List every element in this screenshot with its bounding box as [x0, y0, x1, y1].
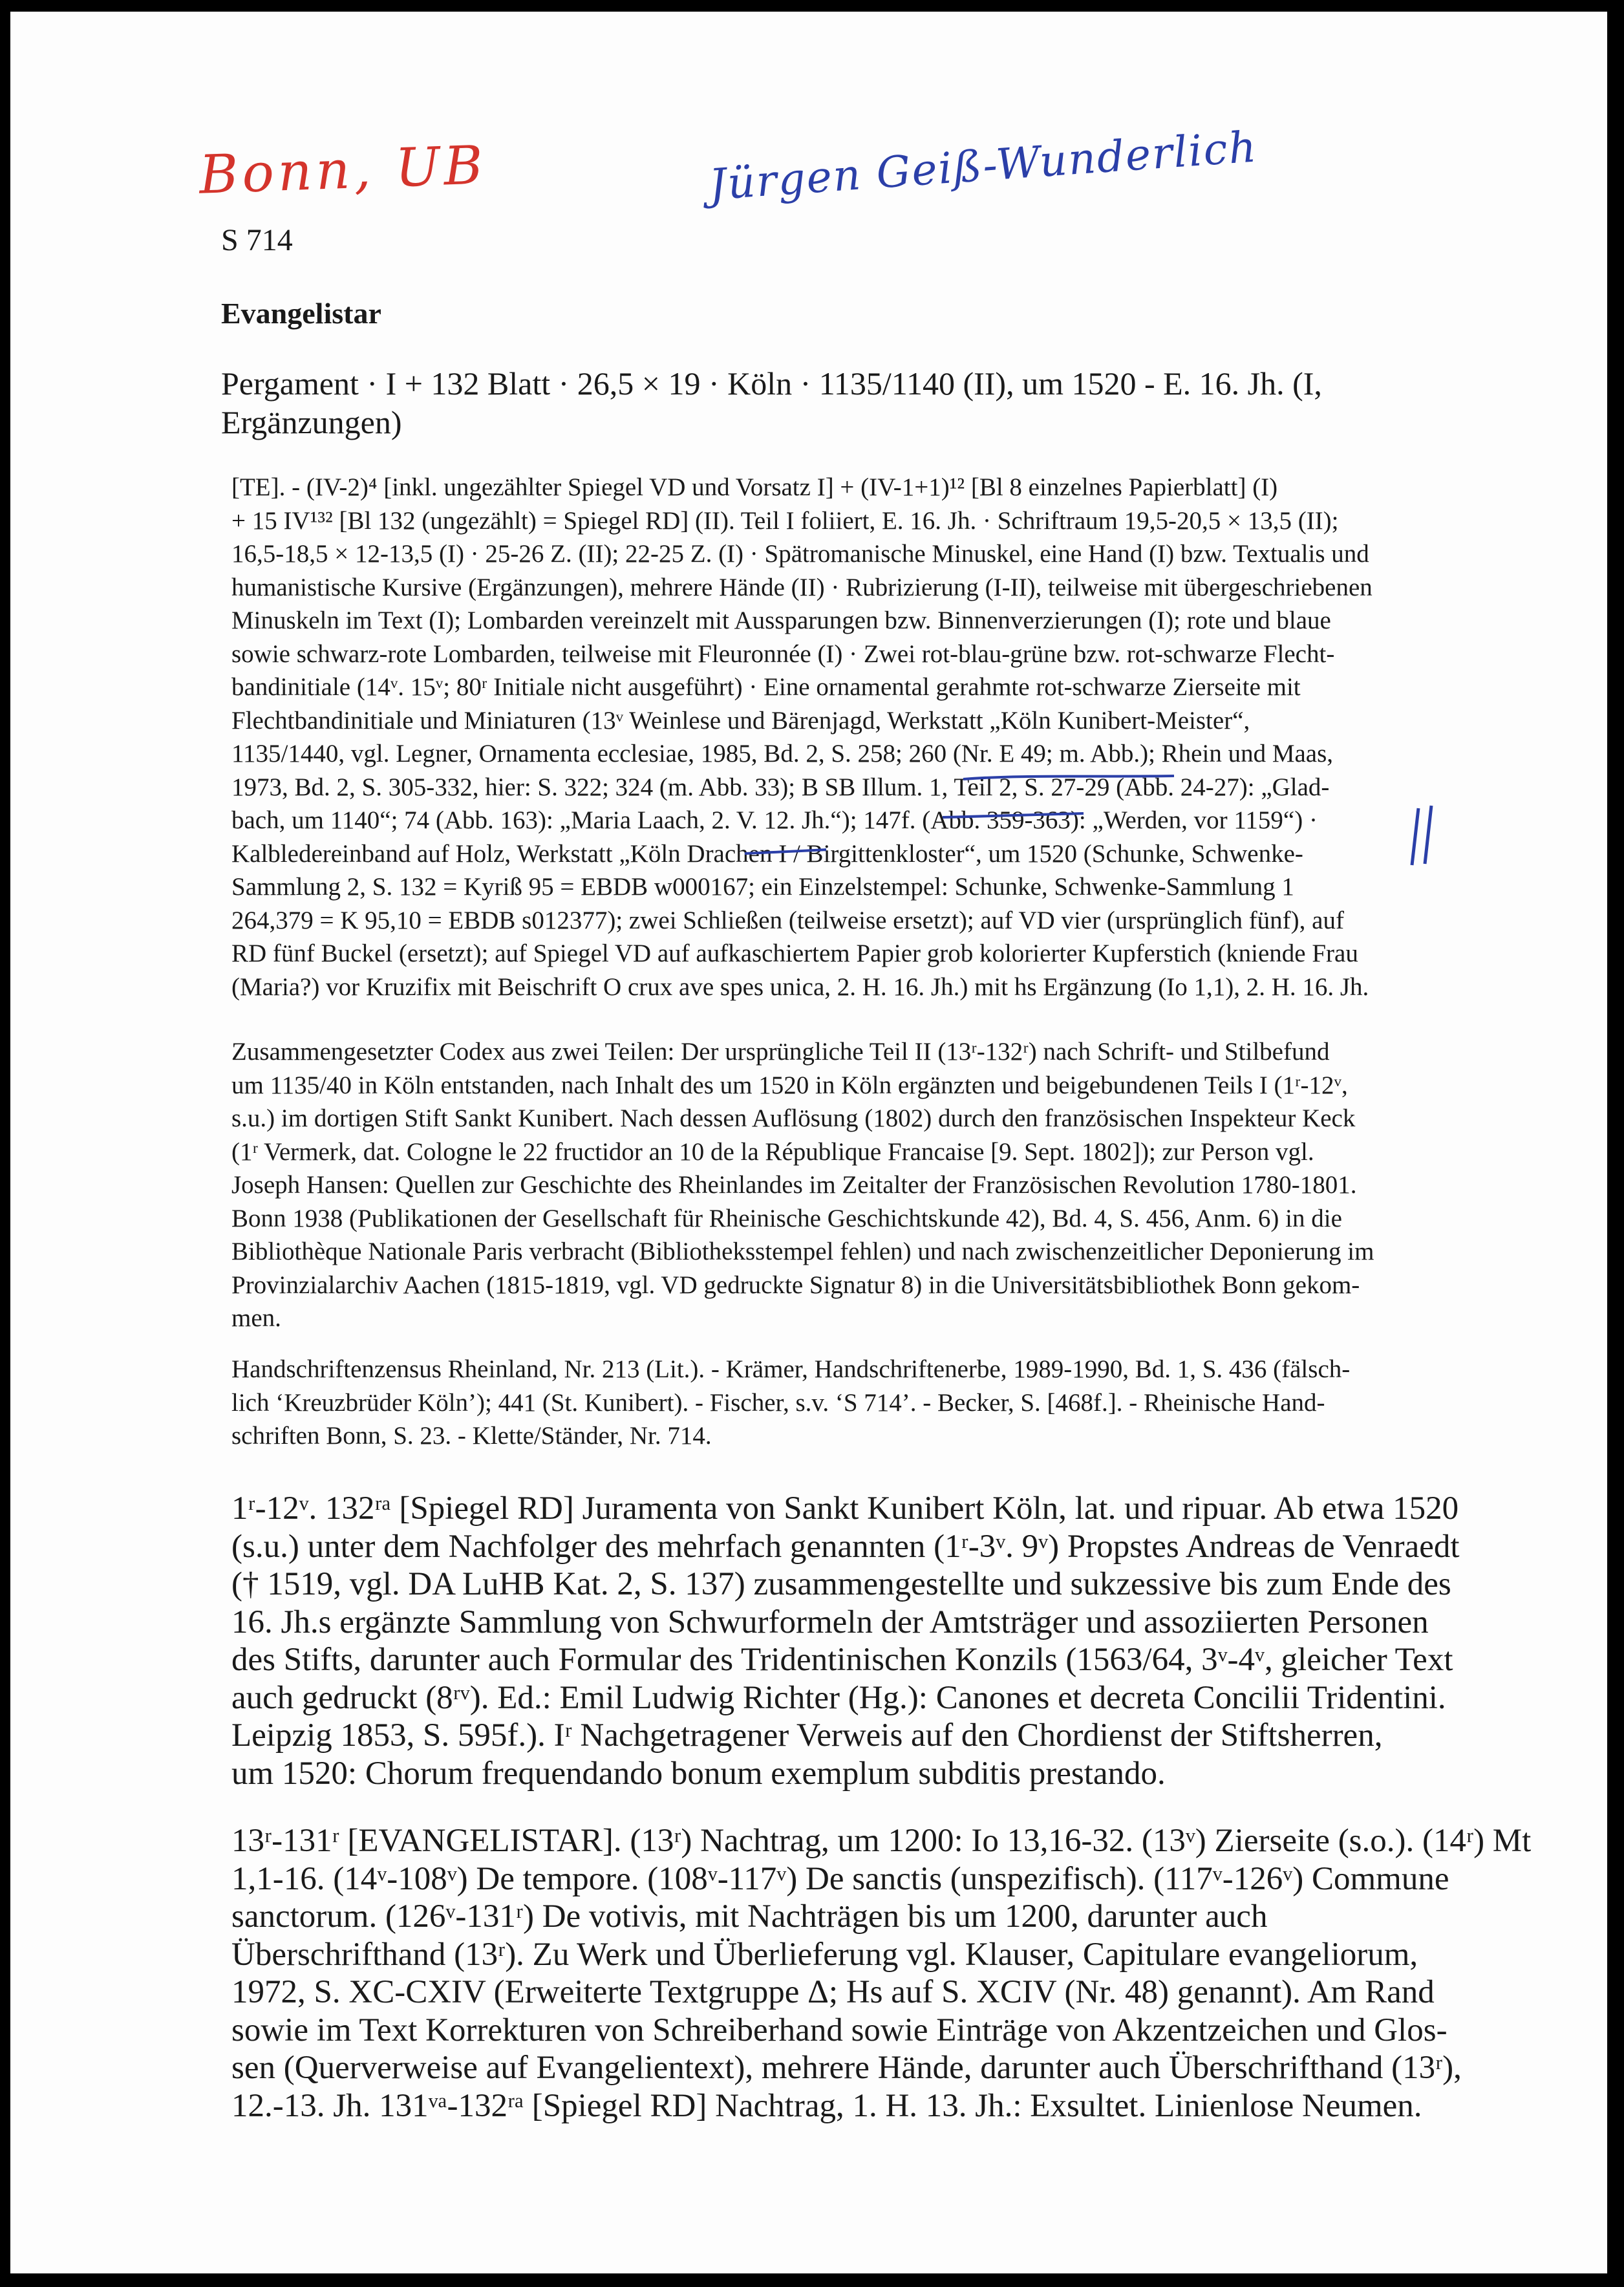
literature-references — [231, 1353, 1460, 1453]
juramenta-line: (s.u.) unter dem Nachfolger des mehrfach genannten (1ʳ-3ᵛ. 9ᵛ) Propstes Andreas de Venraedt — [231, 1528, 1460, 1565]
history-line: um 1135/40 in Köln entstanden, nach Inhalt des um 1520 in Köln ergänzten und beigebundenen Teils I (1ʳ-12ᵛ, — [231, 1071, 1348, 1099]
description-line: sowie schwarz-rote Lombarden, teilweise mit Fleuronnée (I) · Zwei rot-blau-grüne bzw. rot-schwarze Flecht- — [231, 639, 1335, 668]
juramenta-section — [231, 1490, 1460, 1792]
description-line: [TE]. - (IV-2)⁴ [inkl. ungezählter Spiegel VD und Vorsatz I] + (IV-1+1)¹² [Bl 8 einzelnes Papierblatt] (I) — [231, 473, 1278, 501]
evangelistar-line: 13ʳ-131ʳ [EVANGELISTAR]. (13ʳ) Nachtrag, um 1200: Io 13,16-32. (13ᵛ) Zierseite (s.o.). (14ʳ) Mt — [231, 1823, 1532, 1859]
evangelistar-line: sowie im Text Korrekturen von Schreiberhand sowie Einträge von Akzentzeichen und Glos- — [231, 2012, 1448, 2048]
history-line: Bonn 1938 (Publikationen der Gesellschaft für Rheinische Geschichtskunde 42), Bd. 4, S. 456, Anm. 6) in die — [231, 1204, 1342, 1232]
juramenta-line: auch gedruckt (8ʳᵛ). Ed.: Emil Ludwig Richter (Hg.): Canones et decreta Concilii Tridentini. — [231, 1679, 1446, 1716]
shelfmark: S 714 — [221, 223, 293, 257]
literature-line: lich ‘Kreuzbrüder Köln’); 441 (St. Kunibert). - Fischer, s.v. ‘S 714’. - Becker, S. [468f.]. - Rheinische Hand- — [231, 1388, 1325, 1417]
history-line: s.u.) im dortigen Stift Sankt Kunibert. Nach dessen Auflösung (1802) durch den französischen Inspekteur Keck — [231, 1104, 1356, 1132]
description-line: bandinitiale (14ᵛ. 15ᵛ; 80ʳ Initiale nicht ausgeführt) · Eine ornamental gerahmte rot-schwarze Zierseite mit — [231, 673, 1301, 701]
history-line: Bibliothèque Nationale Paris verbracht (Bibliotheksstempel fehlen) und nach zwischenzeitlicher Deponierung im — [231, 1238, 1374, 1265]
document-page — [10, 12, 1607, 2273]
history-line: men. — [231, 1304, 281, 1332]
description-line: RD fünf Buckel (ersetzt); auf Spiegel VD auf aufkaschiertem Papier grob kolorierter Kupferstich (kniende Frau — [231, 939, 1358, 967]
juramenta-line: († 1519, vgl. DA LuHB Kat. 2, S. 137) zusammengestellte und sukzessive bis zum Ende des — [231, 1566, 1451, 1602]
literature-line: schriften Bonn, S. 23. - Klette/Ständer, Nr. 714. — [231, 1422, 712, 1450]
handwritten-author-signature: Jürgen Geiß-Wunderlich — [707, 122, 1259, 210]
description-line: humanistische Kursive (Ergänzungen), mehrere Hände (II) · Rubrizierung (I-II), teilweise mit übergeschriebenen — [231, 573, 1373, 601]
juramenta-line: 1ʳ-12ᵛ. 132ʳᵃ [Spiegel RD] Juramenta von Sankt Kunibert Köln, lat. und ripuar. Ab etwa 1520 — [231, 1490, 1459, 1527]
description-line: 16,5-18,5 × 12-13,5 (I) · 25-26 Z. (II); 22-25 Z. (I) · Spätromanische Minuskel, eine Hand (I) bzw. Textualis und — [231, 540, 1369, 568]
evangelistar-line: 1,1-16. (14ᵛ-108ᵛ) De tempore. (108ᵛ-117ᵛ) De sanctis (unspezifisch). (117ᵛ-126ᵛ) Commune — [231, 1860, 1449, 1897]
description-line: 1973, Bd. 2, S. 305-332, hier: S. 322; 324 (m. Abb. 33); B SB Illum. 1, Teil 2, S. 27-29 (Abb. 24-27): „Glad- — [231, 773, 1330, 801]
description-line: Flechtbandinitiale und Miniaturen (13ᵛ Weinlese und Bärenjagd, Werkstatt „Köln Kunibert-Meister“, — [231, 706, 1250, 735]
document-title: Evangelistar — [221, 297, 381, 330]
juramenta-line: des Stifts, darunter auch Formular des Tridentinischen Konzils (1563/64, 3ᵛ-4ᵛ, gleicher Text — [231, 1642, 1453, 1678]
literature-line: Handschriftenzensus Rheinland, Nr. 213 (Lit.). - Krämer, Handschriftenerbe, 1989-1990, Bd. 1, S. 436 (fälsch- — [231, 1355, 1351, 1383]
document-subtitle: Pergament · I + 132 Blatt · 26,5 × 19 · Köln · 1135/1140 (II), um 1520 - E. 16. Jh. (I, Ergänzungen) — [221, 365, 1322, 440]
description-line: + 15 IV¹³² [Bl 132 (ungezählt) = Spiegel RD] (II). Teil I foliiert, E. 16. Jh. · Schriftraum 19,5-20,5 × 13,5 (II); — [231, 506, 1339, 535]
evangelistar-section — [231, 1822, 1532, 2125]
description-line: 264,379 = K 95,10 = EBDB s012377); zwei Schließen (teilweise ersetzt); auf VD vier (ursprünglich fünf), auf — [231, 906, 1344, 934]
description-line: Minuskeln im Text (I); Lombarden vereinzelt mit Aussparungen bzw. Binnenverzierungen (I); rote und blaue — [231, 607, 1331, 634]
provenance-history — [231, 1035, 1460, 1335]
handwritten-location-note: Bonn, UB — [198, 134, 488, 206]
description-line: Kalbledereinband auf Holz, Werkstatt „Köln Drachen I / Birgittenkloster“, um 1520 (Schunke, Schwenke- — [231, 839, 1303, 868]
history-line: (1ʳ Vermerk, dat. Cologne le 22 fructidor an 10 de la République Francaise [9. Sept. 1802]); zur Person vgl. — [231, 1137, 1314, 1166]
history-line: Provinzialarchiv Aachen (1815-1819, vgl. VD gedruckte Signatur 8) in die Universitätsbibliothek Bonn gekom- — [231, 1271, 1360, 1299]
evangelistar-line: 12.-13. Jh. 131ᵛᵃ-132ʳᵃ [Spiegel RD] Nachtrag, 1. H. 13. Jh.: Exsultet. Linienlose Neumen. — [231, 2087, 1422, 2124]
evangelistar-line: sanctorum. (126ᵛ-131ʳ) De votivis, mit Nachträgen bis um 1200, darunter auch — [231, 1898, 1268, 1935]
history-line: Zusammengesetzter Codex aus zwei Teilen: Der ursprüngliche Teil II (13ʳ-132ʳ) nach Schrift- und Stilbefund — [231, 1038, 1330, 1066]
evangelistar-line: sen (Querverweise auf Evangelientext), mehrere Hände, darunter auch Überschrifthand (13ʳ), — [231, 2050, 1462, 2086]
description-line: (Maria?) vor Kruzifix mit Beischrift O crux ave spes unica, 2. H. 16. Jh.) mit hs Ergänzung (Io 1,1), 2. H. 16. Jh. — [231, 972, 1369, 1001]
juramenta-line: um 1520: Chorum frequendando bonum exemplum subditis prestando. — [231, 1755, 1166, 1792]
description-line: Sammlung 2, S. 132 = Kyriß 95 = EBDB w000167; ein Einzelstempel: Schunke, Schwenke-Sammlung 1 — [231, 873, 1294, 901]
juramenta-line: Leipzig 1853, S. 595f.). Iʳ Nachgetragener Verweis auf den Chordienst der Stiftsherren, — [231, 1717, 1383, 1754]
description-line: bach, um 1140“; 74 (Abb. 163): „Maria Laach, 2. V. 12. Jh.“); 147f. (Abb. 359-363): „Werden, vor 1159“) · — [231, 806, 1318, 834]
evangelistar-line: Überschrifthand (13ʳ). Zu Werk und Überlieferung vgl. Klauser, Capitulare evangeliorum, — [231, 1936, 1418, 1973]
evangelistar-line: 1972, S. XC-CXIV (Erweiterte Textgruppe Δ; Hs auf S. XCIV (Nr. 48) genannt). Am Rand — [231, 1974, 1435, 2010]
history-line: Joseph Hansen: Quellen zur Geschichte des Rheinlandes im Zeitalter der Französischen Revolution 1780-1801. — [231, 1171, 1357, 1199]
juramenta-line: 16. Jh.s ergänzte Sammlung von Schwurformeln der Amtsträger und assoziierten Personen — [231, 1604, 1429, 1640]
physical-description — [231, 471, 1460, 1004]
description-line: 1135/1440, vgl. Legner, Ornamenta ecclesiae, 1985, Bd. 2, S. 258; 260 (Nr. E 49; m. Abb.); Rhein und Maas, — [231, 740, 1334, 768]
